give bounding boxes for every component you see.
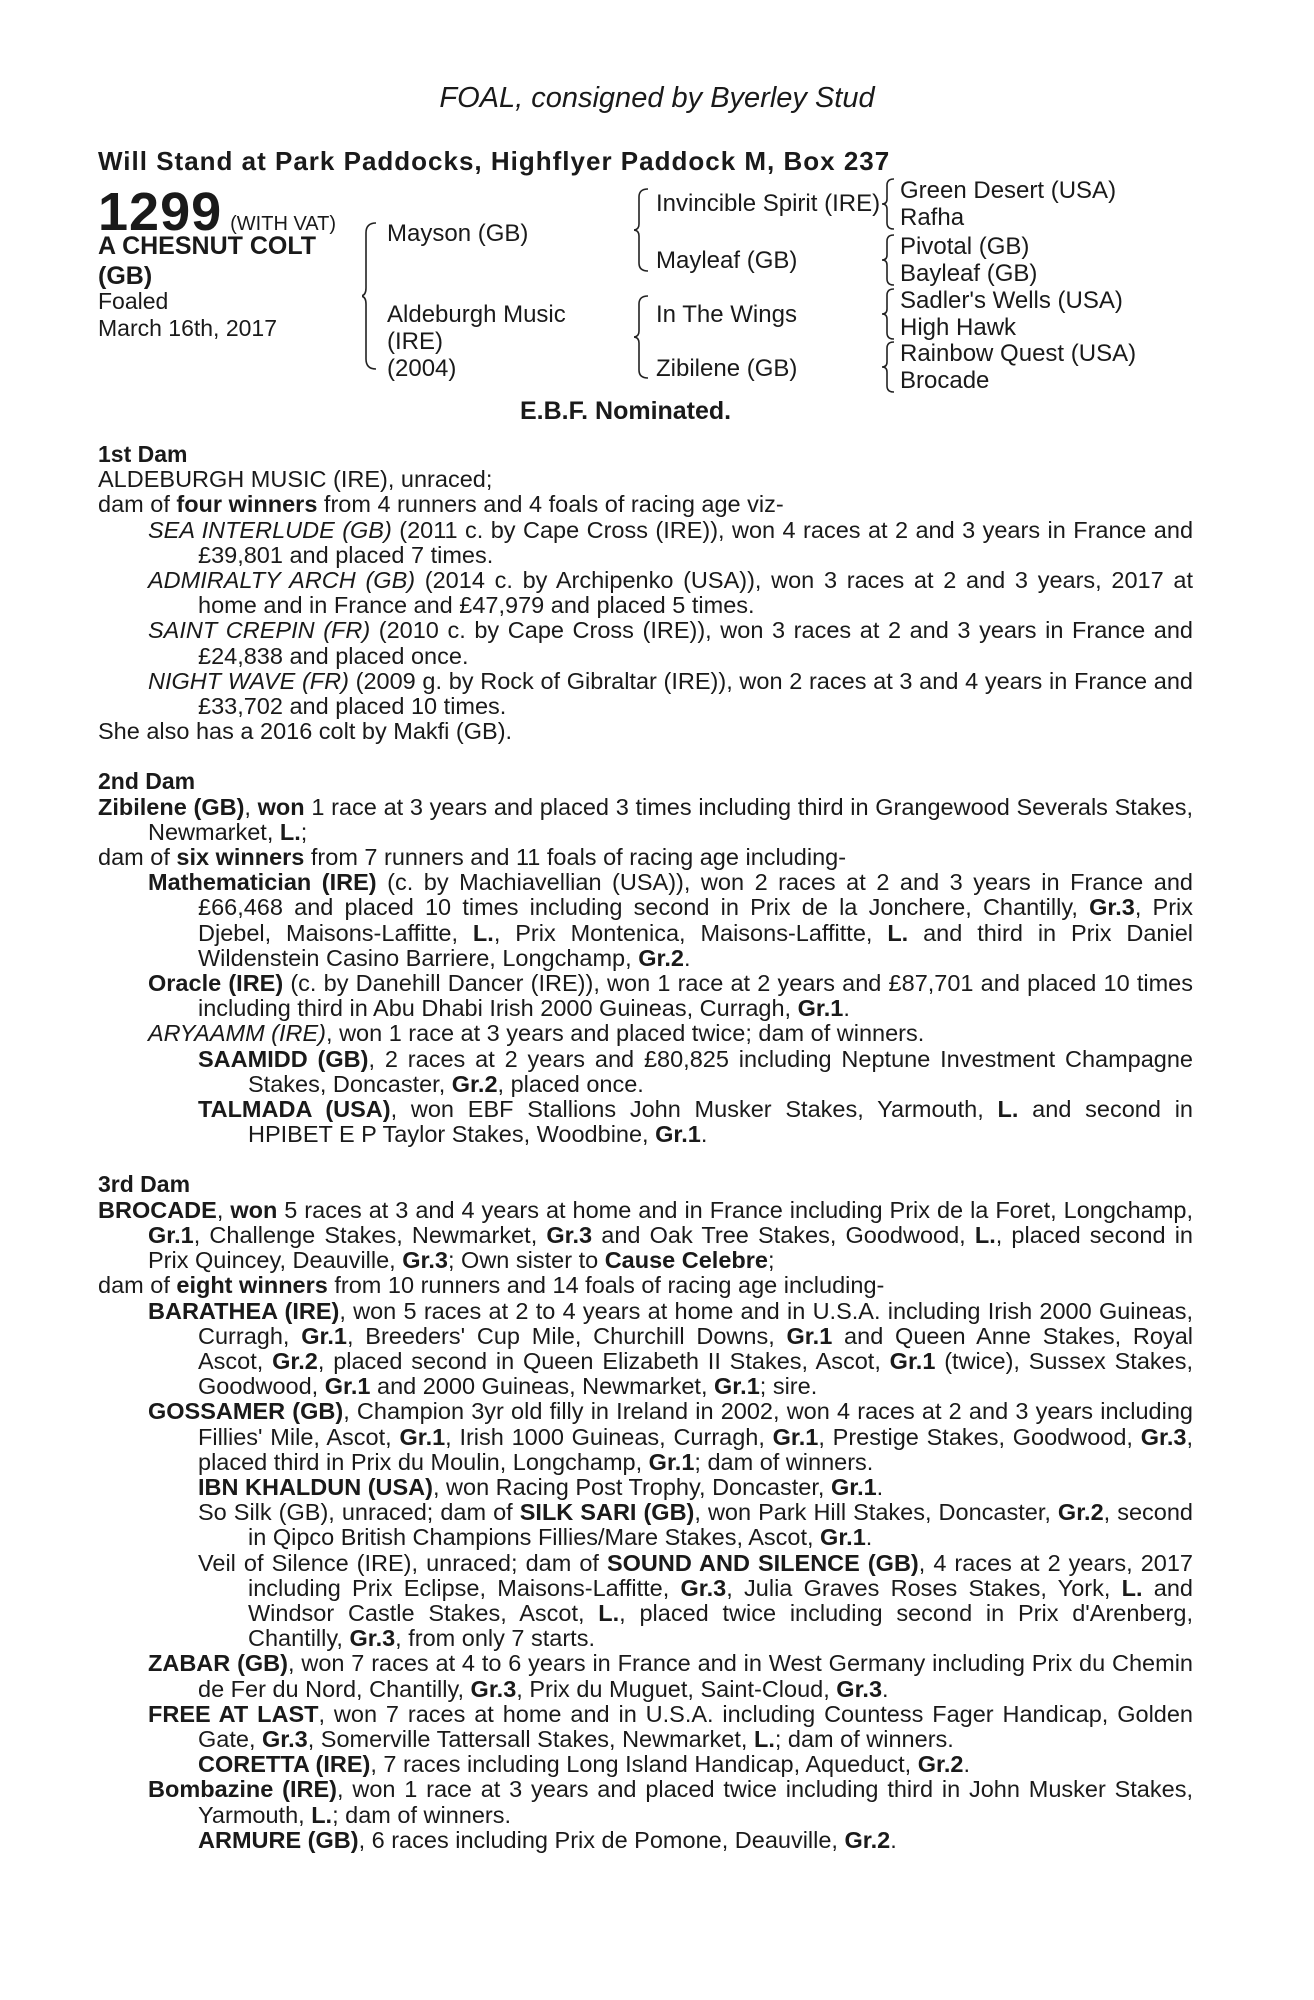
pedigree-gen3-1: Green Desert (USA) (900, 177, 1117, 204)
produce-entry: Mathematician (IRE) (c. by Machiavellian (USA)), won 2 races at 2 and 3 years in France and £66,468 and placed 10 times including second in Prix de la Jonchere, Chantilly, Gr.3, Prix Djebel, Maisons-Laffitte, L., Prix Montenica, Maisons-Laffitte, L. and third in Prix Daniel Wildenstein Casino Barriere, Longchamp, Gr.2. (148, 869, 1194, 971)
pedigree-dam-dam: Zibilene (GB) (656, 355, 798, 382)
produce-entry: BARATHEA (IRE), won 5 races at 2 to 4 years at home and in U.S.A. including Irish 2000 Guineas, Curragh, Gr.1, Breeders' Cup Mile, Churchill Downs, Gr.1 and Queen Anne Stakes, Royal Ascot, Gr.2, placed second in Queen Elizabeth II Stakes, Ascot, Gr.1 (twice), Sussex Stakes, Goodwood, Gr.1 and 2000 Guineas, Newmarket, Gr.1; sire. (148, 1297, 1194, 1400)
second-dam-record: Zibilene (GB), won 1 race at 3 years and placed 3 times including third in Grangewood Severals Stakes, Newmarket, L.; (98, 793, 1194, 845)
produce-entry: ARYAAMM (IRE), won 1 race at 3 years and placed twice; dam of winners. (148, 1020, 925, 1047)
colt-origin: (GB) (98, 262, 153, 290)
produce-entry: SAINT CREPIN (FR) (2010 c. by Cape Cross (IRE)), won 3 races at 2 and 3 years in France and £24,838 and placed once. (148, 617, 1193, 669)
first-dam-also: She also has a 2016 colt by Makfi (GB). (98, 718, 513, 745)
second-dam-produce-summary: dam of six winners from 7 runners and 11 foals of racing age including- (98, 844, 847, 871)
grand-produce-entry: CORETTA (IRE), 7 races including Long Island Handicap, Aqueduct, Gr.2. (198, 1751, 970, 1778)
produce-record (98, 442, 1193, 1853)
pedigree-sire-dam: Mayleaf (GB) (656, 247, 798, 274)
first-dam-produce-summary: dam of four winners from 4 runners and 4 foals of racing age viz- (98, 491, 784, 518)
stabling-location: Will Stand at Park Paddocks, Highflyer Paddock M, Box 237 (98, 146, 891, 176)
grand-produce-entry: TALMADA (USA), won EBF Stallions John Musker Stakes, Yarmouth, L. and second in HPIBET E P Taylor Stakes, Woodbine, Gr.1. (198, 1096, 1193, 1148)
pedigree-gen3-4: Bayleaf (GB) (900, 260, 1038, 287)
produce-entry: SEA INTERLUDE (GB) (2011 c. by Cape Cross (IRE)), won 4 races at 2 and 3 years in France and £39,801 and placed 7 times. (148, 516, 1194, 568)
produce-entry: FREE AT LAST, won 7 races at home and in U.S.A. including Countess Fager Handicap, Golden Gate, Gr.3, Somerville Tattersall Stakes, Newmarket, L.; dam of winners. (148, 1700, 1193, 1752)
first-dam-line: ALDEBURGH MUSIC (IRE), unraced; (98, 466, 493, 493)
third-dam-record: BROCADE, won 5 races at 3 and 4 years at home and in France including Prix de la Foret, Longchamp, Gr.1, Challenge Stakes, Newmarket, Gr.3 and Oak Tree Stakes, Goodwood, L., placed second in Prix Quincey, Deauville, Gr.3; Own sister to Cause Celebre; (98, 1196, 1193, 1274)
grand-produce-entry: ARMURE (GB), 6 races including Prix de Pomone, Deauville, Gr.2. (198, 1826, 897, 1853)
grand-produce-entry: Veil of Silence (IRE), unraced; dam of SOUND AND SILENCE (GB), 4 races at 2 years, 2017 including Prix Eclipse, Maisons-Laffitte, Gr.3, Julia Graves Roses Stakes, York, L. and Windsor Castle Stakes, Ascot, L., placed twice including second in Prix d'Arenberg, Chantilly, Gr.3, from only 7 starts. (198, 1549, 1193, 1652)
foaled-value: March 16th, 2017 (98, 315, 278, 341)
pedigree-bracket-dam (634, 295, 654, 379)
pedigree-gen3-5: Sadler's Wells (USA) (900, 287, 1123, 314)
pedigree-bracket-g1 (882, 178, 898, 230)
pedigree-dam-year: (2004) (387, 355, 457, 382)
produce-entry: Bombazine (IRE), won 1 race at 3 years and placed twice including third in John Musker Stakes, Yarmouth, L.; dam of winners. (148, 1776, 1193, 1828)
section-heading-2nd-dam: 2nd Dam (98, 768, 196, 795)
pedigree-gen3-8: Brocade (900, 367, 990, 394)
lot-description (98, 231, 316, 291)
produce-entry: ZABAR (GB), won 7 races at 4 to 6 years in France and in West Germany including Prix du Chemin de Fer du Nord, Chantilly, Gr.3, Prix du Muguet, Saint-Cloud, Gr.3. (148, 1650, 1193, 1702)
pedigree-dam-country: (IRE) (387, 328, 443, 355)
ebf-nomination: E.B.F. Nominated. (520, 397, 732, 425)
pedigree-gen3-2: Rafha (900, 204, 965, 231)
pedigree-dam (387, 301, 566, 382)
consignor-line: FOAL, consigned by Byerley Stud (439, 82, 875, 114)
foaled-date (98, 288, 277, 342)
produce-entry: GOSSAMER (GB), Champion 3yr old filly in Ireland in 2002, won 4 races at 2 and 3 years including Fillies' Mile, Ascot, Gr.1, Irish 1000 Guineas, Curragh, Gr.1, Prestige Stakes, Goodwood, Gr.3, placed third in Prix du Moulin, Longchamp, Gr.1; dam of winners. (148, 1398, 1193, 1475)
produce-entry: ADMIRALTY ARCH (GB) (2014 c. by Archipenko (USA)), won 3 races at 2 and 3 years, 2017 at home and in France and £47,979 and placed 5 times. (148, 567, 1194, 619)
foaled-label: Foaled (98, 288, 169, 314)
pedigree-gen3-6: High Hawk (900, 314, 1017, 341)
pedigree-bracket-main (362, 222, 382, 370)
grand-produce-entry: IBN KHALDUN (USA), won Racing Post Trophy, Doncaster, Gr.1. (198, 1473, 884, 1500)
pedigree-gen3-3: Pivotal (GB) (900, 233, 1030, 260)
pedigree-sire: Mayson (GB) (387, 220, 529, 247)
produce-entry: Oracle (IRE) (c. by Danehill Dancer (IRE)), won 1 race at 2 years and £87,701 and placed 10 times including third in Abu Dhabi Irish 2000 Guineas, Curragh, Gr.1. (148, 970, 1193, 1022)
pedigree-gen3-7: Rainbow Quest (USA) (900, 340, 1137, 367)
third-dam-produce-summary: dam of eight winners from 10 runners and 14 foals of racing age including- (98, 1272, 885, 1299)
grand-produce-entry: So Silk (GB), unraced; dam of SILK SARI (GB), won Park Hill Stakes, Doncaster, Gr.2, second in Qipco British Champions Fillies/Mare Stakes, Ascot, Gr.1. (198, 1499, 1194, 1551)
pedigree-sire-sire: Invincible Spirit (IRE) (656, 190, 881, 217)
section-heading-1st-dam: 1st Dam (98, 441, 188, 467)
lot-number: 1299 (98, 182, 223, 242)
pedigree-dam-name: Aldeburgh Music (387, 301, 566, 328)
pedigree-bracket-g2 (882, 234, 898, 286)
produce-entry: NIGHT WAVE (FR) (2009 g. by Rock of Gibraltar (IRE)), won 2 races at 3 and 4 years in France and £33,702 and placed 10 times. (148, 667, 1194, 720)
section-heading-3rd-dam: 3rd Dam (98, 1171, 191, 1198)
vat-note: (WITH VAT) (230, 213, 337, 235)
pedigree-bracket-g3 (882, 288, 898, 340)
grand-produce-entry: SAAMIDD (GB), 2 races at 2 years and £80,825 including Neptune Investment Champagne Stakes, Doncaster, Gr.2, placed once. (198, 1045, 1194, 1097)
colt-line: A CHESNUT COLT (98, 232, 317, 260)
pedigree-dam-sire: In The Wings (656, 301, 797, 328)
pedigree-bracket-g4 (882, 341, 898, 393)
pedigree-bracket-sire (634, 188, 654, 272)
